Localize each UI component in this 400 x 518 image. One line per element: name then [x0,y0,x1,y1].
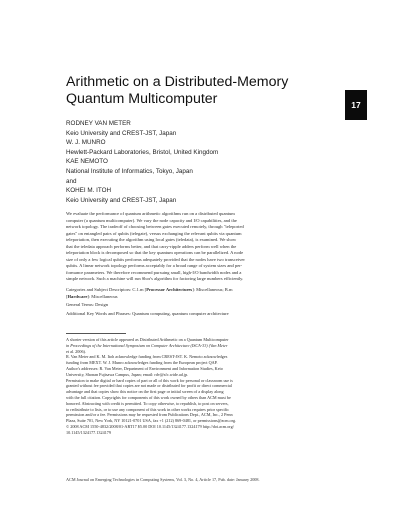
article-number-tab [345,90,367,120]
note-line: Permission to make digital or hard copies of part or all of this work for personal or classroom use is [66,377,233,383]
footnotes [66,337,338,436]
abstract [66,211,338,317]
title-line: Quantum Multicomputer [66,91,218,107]
note-line: permission and/or a fee. Permissions may be requested from Publications Dept., ACM, Inc., 2 Penn [66,412,233,418]
author-line: KAE NEMOTO [66,158,108,166]
abstract-line: network topology. The tradeoff of choosing between gates executed remotely, through "teleported [66,224,244,230]
author-line: RODNEY VAN METER [66,120,131,127]
author-line: and [66,177,77,185]
author-block [66,119,336,205]
note-line: University, Shonan Fujisawa Campus, Japan; email: rdv@sfc.wide.ad.jp. [66,371,189,377]
footnote-rule [66,333,126,334]
abstract-line: qubits. A linear network topology performs acceptably for a broad range of system sizes and per- [66,263,243,269]
abstract-line: teleportation, then executing the algorithm using local gates (teledata), is examined. We show [66,237,237,243]
note-line: granted without fee provided that copies are not made or distributed for profit or direct commercial [66,383,232,389]
note-line: 10.1145/1324177.1324179 [66,429,111,435]
note-line: R. Van Meter and K. M. Itoh acknowledge funding from CREST-JST. K. Nemoto acknowledges [66,354,228,360]
note-line: A shorter version of this article appeared as Distributed Arithmetic on a Quantum Multicomputer [66,337,229,342]
article-number: 17 [351,100,361,110]
categories-line-2: [Hardware]: Miscellaneous [66,293,118,299]
abstract-line: We evaluate the performance of quantum arithmetic algorithms run on a distributed quantum [66,211,235,216]
author-line: Keio University and CREST-JST, Japan [66,129,177,137]
abstract-line: simple network. Such a machine will run Shor's algorithm for factoring large numbers efficiently. [66,276,244,282]
note-line: Plaza, Suite 701, New York, NY 10121-0701 USA, fax +1 (212) 869-0481, or permissions@acm.org. [66,418,237,424]
abstract-line: that the teledata approach performs better, and that carry-ripple adders perform well when the [66,243,237,249]
keywords: Additional Key Words and Phrases: Quantum computing, quantum computer architecture [66,310,229,316]
note-line: Author's addresses: R. Van Meter, Department of Environment and Information Studies, Keio [66,365,223,371]
abstract-line: size of only a few logical qubits performs adequately provided that the nodes have two transceiver [66,256,245,262]
author-line: National Institute of Informatics, Tokyo, Japan [66,167,193,175]
title-line: Arithmetic on a Distributed-Memory [66,74,289,90]
author-line: Hewlett-Packard Laboratories, Bristol, United Kingdom [66,148,219,156]
categories-line: Categories and Subject Descriptors: C.1.m [Processor Architectures]: Miscellaneous; B.m [66,287,233,293]
paper-title [66,74,336,108]
abstract-line: gates" on entangled pairs of qubits (telegate), versus exchanging the relevant qubits via quantum [66,230,242,236]
note-line: et al. 2006). [66,348,87,354]
note-line: in Proceedings of the International Symposium on Computer Architecture (ISCA-33) (Van Meter [66,342,228,348]
note-line: funding from MEXT. W. J. Munro acknowledges funding from the European project QAP. [66,360,218,366]
abstract-line: formance parameters. We therefore recommend pursuing small, high-I/O bandwidth nodes and a [66,269,242,275]
note-line: with the full citation. Copyrights for components of this work owned by others than ACM must be [66,394,231,400]
author-line: KOHEI M. ITOH [66,187,112,195]
abstract-line: teleportation block is decomposed so that the key quantum operations can be parallelized. A node [66,250,244,256]
journal-footer: ACM Journal on Emerging Technologies in Computing Systems, Vol. 3, No. 4, Article 17, Pub. date: January 2008. [66,477,260,482]
note-line: to redistribute to lists, or to use any component of this work in other works requires prior specific [66,406,230,412]
note-line: honored. Abstracting with credit is permitted. To copy otherwise, to republish, to post on servers, [66,400,229,406]
general-terms: General Terms: Design [66,302,109,308]
note-line: advantage and that copies show this notice on the first page or initial screen of a display along [66,389,224,395]
author-line: W. J. MUNRO [66,139,106,147]
note-line: © 2008 ACM 1550-4832/2008/01-ART17 $5.00 DOI 10.1145/1324177.1324179 http://doi.acm.org/ [66,423,234,429]
author-line: Keio University and CREST-JST, Japan [66,196,177,204]
abstract-line: computer (a quantum multicomputer). We vary the node capacity and I/O capabilities, and the [66,217,237,223]
